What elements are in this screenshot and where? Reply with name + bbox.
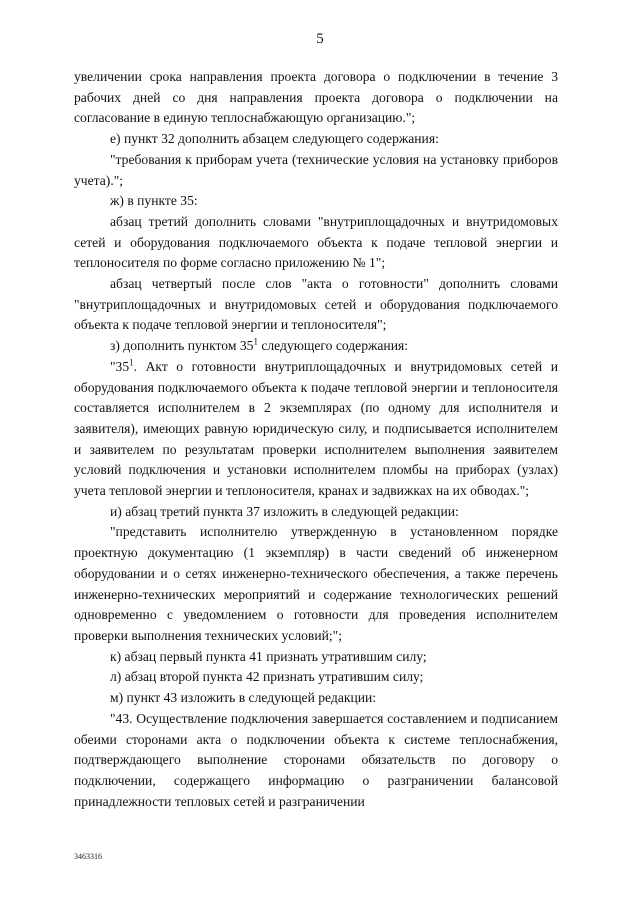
paragraph: ж) в пункте 35: — [110, 193, 198, 209]
paragraph-text: . Акт о готовности внутриплощадочных и внутридомовых сетей и оборудования подключаемого объекта к подаче тепловой энергии и теплоносителя составляется исполнителем в 2 экземплярах (по одному для исполнителя и заявителя), имеющих равную юридическую силу, и подписывается исполнителем и заявителем по результатам проверки исполнителем выполнения заявителем условий подключения и установки исполнителем пломбы на приборах (узлах) учета тепловой энергии и теплоносителя, кранах и задвижках на их обводах."; — [74, 358, 558, 499]
paragraph: е) пункт 32 дополнить абзацем следующего содержания: — [110, 131, 439, 147]
page-number: 5 — [316, 31, 324, 47]
paragraph — [74, 357, 558, 502]
paragraph-text: следующего содержания: — [257, 338, 409, 354]
paragraph: л) абзац второй пункта 42 признать утратившим силу; — [110, 669, 424, 685]
document-body — [74, 67, 558, 812]
superscript: 1 — [253, 336, 258, 347]
paragraph: "43. Осуществление подключения завершается составлением и подписанием обеими сторонами акта о подключении объекта к системе теплоснабжения, подтверждающего выполнение сторонами обязательств по договору о подключении, содержащего информацию о разграничении балансовой принадлежности тепловых сетей и разграничении — [74, 710, 558, 809]
document-code: 3463316 — [74, 852, 102, 861]
paragraph-text: "35 — [110, 358, 130, 374]
paragraph: увеличении срока направления проекта договора о подключении в течение 3 рабочих дней со дня направления проекта договора о подключении на согласование в единую теплоснабжающую организацию."; — [74, 69, 558, 126]
superscript: 1 — [129, 357, 134, 368]
paragraph: к) абзац первый пункта 41 признать утратившим силу; — [110, 648, 427, 664]
paragraph: м) пункт 43 изложить в следующей редакции: — [110, 690, 377, 706]
paragraph-text: з) дополнить пунктом 35 — [110, 338, 254, 354]
paragraph: абзац третий дополнить словами "внутриплощадочных и внутридомовых сетей и оборудования подключаемого объекта к подаче тепловой энергии и теплоносителя по форме согласно приложению № 1"; — [74, 213, 558, 271]
paragraph: "представить исполнителю утвержденную в установленном порядке проектную документацию (1 экземпляр) в части сведений об инженерном оборудовании и о сетях инженерно-технического обеспечения, а также перечень инженерно-технических мероприятий и содержание технологических решений одновременно с уведомлением о готовности для проведения исполнителем проверки выполнения технических условий;"; — [74, 524, 558, 643]
paragraph: абзац четвертый после слов "акта о готовности" дополнить словами "внутриплощадочных и внутридомовых сетей и оборудования подключаемого объекта к подаче тепловой энергии и теплоносителя"; — [74, 276, 558, 333]
paragraph — [74, 336, 558, 357]
paragraph: "требования к приборам учета (технические условия на установку приборов учета)."; — [74, 151, 558, 188]
paragraph: и) абзац третий пункта 37 изложить в следующей редакции: — [110, 503, 459, 519]
